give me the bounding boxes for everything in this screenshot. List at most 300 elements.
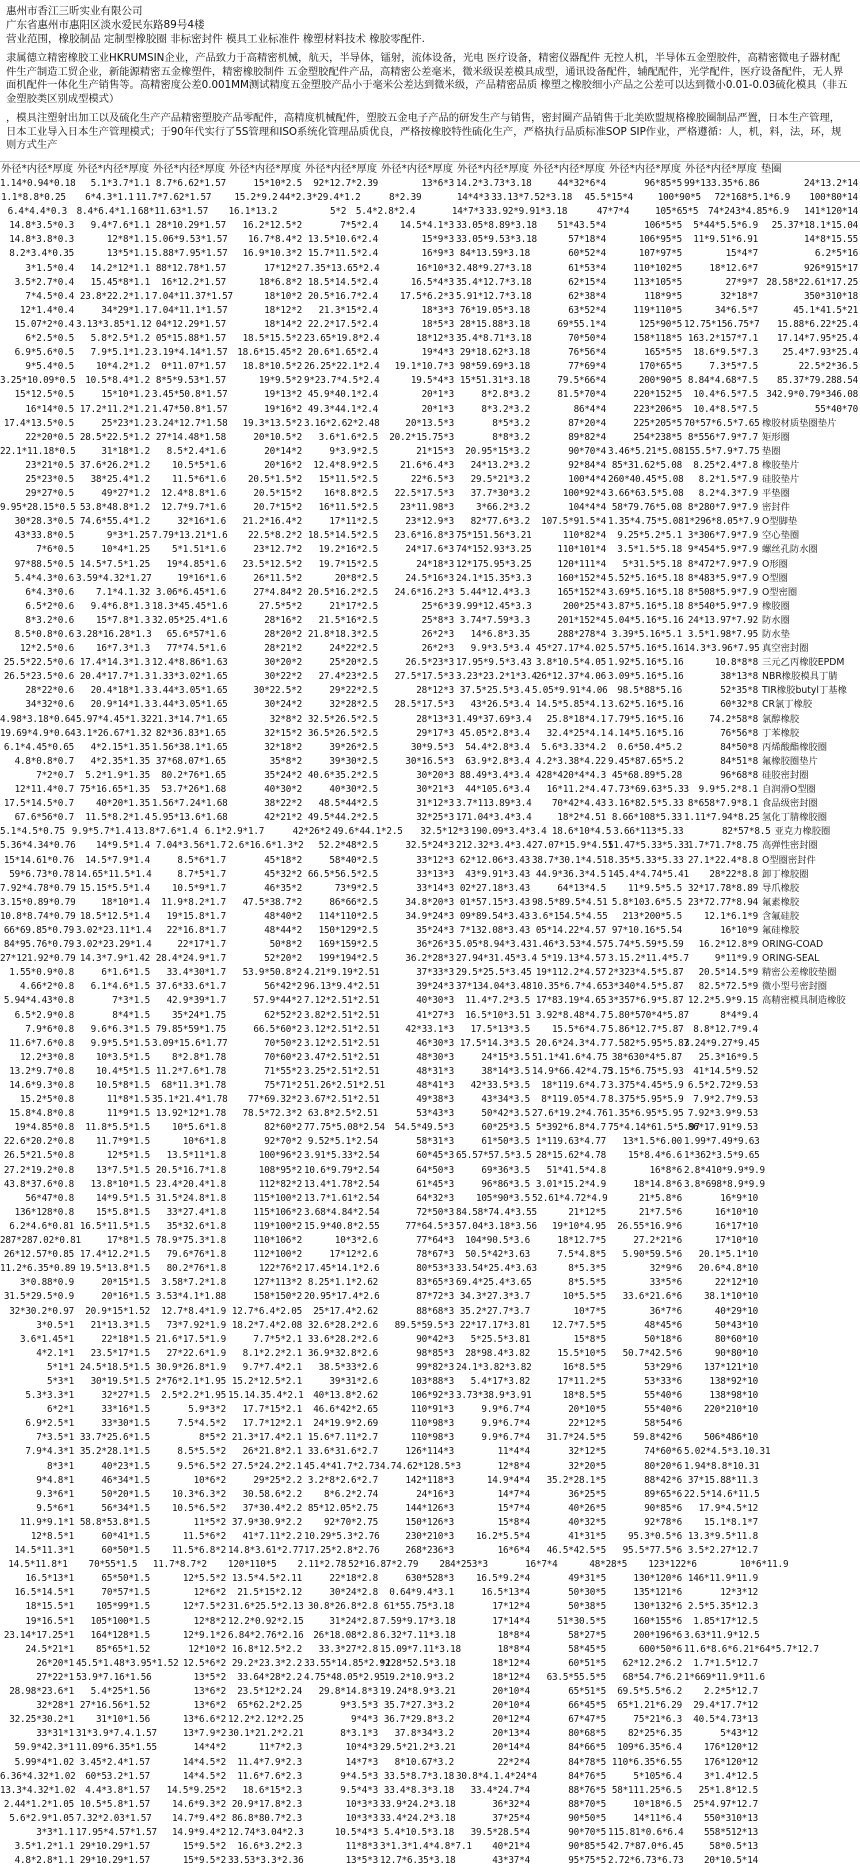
- table-cell: 10*7*5: [573, 1305, 606, 1317]
- table-cell: 3.44*3.05*1.65: [152, 699, 228, 711]
- table-cell: [760, 1178, 860, 1192]
- table-row: [0, 1290, 860, 1304]
- table-row: [0, 1600, 860, 1614]
- table-cell: 39*31*2.6: [329, 1375, 378, 1387]
- table-cell: 8.4*6.4*1.1: [76, 206, 137, 218]
- table-cell: 15*11.5*2.5: [318, 473, 378, 485]
- table-cell: 36*26*3: [416, 939, 454, 951]
- table-row: [0, 1516, 860, 1530]
- table-cell: 10*6*1.8: [182, 1136, 226, 1148]
- table-cell: 9*3.5*3: [340, 1700, 378, 1712]
- table-cell: 丙烯酸酯橡胶圈: [762, 741, 828, 753]
- table-cell: 20*13*4: [492, 1728, 530, 1740]
- table-cell: 橡胶圈: [762, 600, 790, 612]
- table-cell: 18*14.8*6: [633, 1178, 682, 1190]
- table-cell: 22.1*11.18*0.5: [0, 445, 76, 457]
- table-row: [0, 713, 860, 727]
- table-cell: [760, 1107, 860, 1121]
- table-cell: 11.4*7.9*2.3: [237, 1756, 302, 1768]
- table-cell: 43*26.5*3.4: [470, 699, 530, 711]
- table-cell: 5.44*12.4*3.3: [459, 586, 530, 598]
- table-cell: 1.35*4.75*5.08: [608, 516, 684, 528]
- table-cell: 8.35*5.33*5.33: [608, 854, 684, 866]
- table-cell: 7.35*13.65*2.4: [304, 262, 380, 274]
- table-cell: 212.32*3.4*3.4: [456, 840, 532, 852]
- table-cell: 8*5*2: [199, 1432, 226, 1444]
- table-cell: 83*65*3: [416, 1277, 454, 1289]
- table-cell: 43.8*37.6*0.8: [3, 1178, 74, 1190]
- table-cell: 23*12.7*2: [253, 544, 302, 556]
- table-cell: 12.7*9.7*1.6: [161, 502, 226, 514]
- table-cell: 17.95*9.5*3.43: [456, 657, 532, 669]
- table-cell: 84*13.59*3.18: [459, 248, 530, 260]
- table-cell: 38.5*33*2.6: [318, 1361, 378, 1373]
- table-cell: 18*12*3: [416, 333, 454, 345]
- table-row: [0, 572, 860, 586]
- table-cell: 130*120*6: [633, 1573, 682, 1585]
- table-cell: 19.2*16*2.5: [318, 544, 378, 556]
- table-cell: 77.75*5.08*2.54: [304, 1122, 385, 1134]
- table-row: [0, 1333, 860, 1347]
- table-cell: 30*20*2: [264, 657, 302, 669]
- table-cell: [760, 1713, 860, 1727]
- table-cell: 33*5*6: [649, 1277, 682, 1289]
- table-cell: 76*56*8: [720, 727, 758, 739]
- table-cell: 77*74.5*1.6: [166, 643, 226, 655]
- table-cell: 200*196*6: [633, 1629, 682, 1641]
- table-cell: 14*8*15.55: [804, 234, 858, 246]
- table-cell: 氢化丁腈橡胶圈: [762, 812, 828, 824]
- table-cell: 14.5*7.5*1.25: [79, 558, 150, 570]
- table-cell: 10*5.5*5: [562, 1291, 606, 1303]
- table-cell: 20.4*18*1.3: [90, 685, 150, 697]
- table-cell: 75*151.56*3.21: [456, 530, 532, 542]
- table-row: [0, 346, 860, 360]
- table-cell: 9.52*5.1*2.54: [307, 1136, 378, 1148]
- table-cell: [760, 1037, 860, 1051]
- table-cell: 60*53.2*1.57: [85, 1770, 150, 1782]
- table-cell: 20.2*15.75*3: [389, 431, 454, 443]
- table-cell: 14.5*5.85*4.1: [535, 699, 606, 711]
- table-cell: 22.5*14.6*11.5: [684, 1488, 760, 1500]
- table-cell: 28*13*3: [416, 713, 454, 725]
- table-cell: 14.2*3.73*3.18: [456, 178, 532, 189]
- table-cell: 9.5*4*3: [340, 1784, 378, 1796]
- table-row: [0, 1135, 860, 1149]
- table-cell: 50*42*3.5: [481, 1108, 530, 1120]
- table-cell: 3.6*154.5*4.55: [532, 910, 608, 922]
- table-cell: 33*30*1.5: [101, 1418, 150, 1430]
- table-row: [0, 811, 860, 825]
- table-cell: 112*82*2: [258, 1178, 302, 1190]
- table-cell: 26*12.57*0.85: [3, 1249, 74, 1261]
- table-cell: 12.4*8.8*1.6: [161, 488, 226, 500]
- table-cell: 28.98*23.6*1: [9, 1686, 74, 1698]
- table-cell: 20*10.5*14: [704, 1855, 758, 1867]
- table-cell: 58*54*6: [644, 1418, 682, 1430]
- table-cell: 9.9*6.7*4: [481, 1432, 530, 1444]
- table-cell: 1*119.63*4.77: [535, 1136, 606, 1148]
- table-cell: 10.5*8.4*1.2: [85, 375, 150, 387]
- table-cell: 17.45*14.1*2.6: [304, 1263, 380, 1275]
- table-cell: 3.91*5.33*2.54: [304, 1150, 380, 1162]
- table-cell: 7*3*1.5: [112, 995, 150, 1007]
- table-cell: 75*16.65*1.35: [79, 784, 150, 796]
- table-row: [0, 388, 860, 402]
- table-cell: 99*133.35*6.86: [684, 178, 760, 189]
- table-cell: 7.9*2.7*9.53: [693, 1094, 758, 1106]
- table-row: [0, 1756, 860, 1770]
- table-cell: 50*20*1.5: [101, 1488, 150, 1500]
- table-cell: 10.35*6.7*4.65: [532, 981, 608, 993]
- table-row: [0, 1037, 860, 1051]
- table-cell: 15.2*9.2: [234, 192, 278, 204]
- table-cell: 20*10*4: [492, 1686, 530, 1698]
- table-cell: 100*92*4: [562, 488, 606, 500]
- table-row: [0, 1474, 860, 1488]
- table-cell: 12.75*156.75*7: [684, 318, 760, 330]
- table-cell: 5.36*4.34*0.76: [0, 840, 76, 852]
- table-row: [0, 1164, 860, 1178]
- table-cell: 8.7*5*1.7: [177, 868, 226, 880]
- table-cell: 2.8*410*9.9*9.9: [684, 1164, 765, 1176]
- table-cell: 27*4.84*2: [253, 586, 302, 598]
- table-cell: 16.2*12.8*9: [698, 939, 758, 951]
- table-cell: 14.3*3.96*7.95: [684, 643, 760, 655]
- table-cell: 9.9*3.5*3.4: [470, 643, 530, 655]
- table-cell: O型圈: [762, 572, 788, 584]
- table-cell: 6.1*4.45*0.65: [3, 741, 74, 753]
- table-cell: 自润滑O型圈: [762, 784, 816, 796]
- table-cell: [760, 1192, 860, 1206]
- table-cell: [760, 1305, 860, 1319]
- table-cell: 13*7.5*1.5: [96, 1164, 150, 1176]
- table-cell: 33*27.4*1.8: [166, 1206, 226, 1218]
- table-cell: 86*17.91*9.53: [687, 1122, 758, 1134]
- table-cell: 7.3*5*7.5: [709, 361, 758, 373]
- column-header: 外径*内径*厚度: [609, 163, 682, 175]
- table-cell: 5.94*4.43*0.8: [3, 995, 74, 1007]
- table-cell: 61*50*3.5: [481, 1136, 530, 1148]
- table-cell: 105*100*1.5: [90, 1615, 150, 1627]
- table-cell: 45*18*2: [264, 854, 302, 866]
- table-cell: 15*7.8*1.3: [96, 614, 150, 626]
- table-cell: 17.5*14.3*3.5: [459, 1037, 530, 1049]
- table-cell: 6.5*2.72*9.53: [687, 1080, 758, 1091]
- table-cell: 7.73*69.63*5.33: [608, 784, 689, 796]
- table-cell: 平垫圈: [762, 488, 790, 500]
- table-cell: 20*1*3: [421, 389, 454, 401]
- table-cell: 15.09*7.11*3.18: [380, 1643, 461, 1655]
- table-cell: 36.2*28*3: [405, 953, 454, 965]
- table-cell: 28*21*2: [264, 643, 302, 655]
- table-cell: 25.3*16*9.5: [698, 1051, 758, 1063]
- table-cell: 30*22.5*2: [253, 685, 302, 697]
- table-cell: 65.57*57.5*3.5: [456, 1150, 532, 1162]
- table-cell: 20.5*16.2*2.5: [307, 586, 378, 598]
- table-row: [0, 656, 860, 670]
- table-cell: 12*8.5*1: [30, 1531, 74, 1542]
- table-cell: 38*630*4*5.87: [611, 1051, 682, 1063]
- table-cell: 33.55*14.85*2.92: [304, 1657, 391, 1669]
- table-cell: 3.19*4.14*1.57: [152, 347, 228, 359]
- table-cell: 18.2*7.4*2.08: [231, 1319, 302, 1331]
- table-cell: 2.5*2.2*1.95: [161, 1390, 226, 1402]
- table-cell: 16*10*3: [416, 262, 454, 274]
- table-cell: 27.5*17.5*3: [394, 671, 454, 683]
- table-cell: 8*8*3.2: [492, 431, 530, 443]
- table-cell: 13*6*3: [421, 178, 454, 189]
- table-cell: 7.5*4.8*5: [557, 1249, 606, 1261]
- table-cell: 81.5*70*4: [557, 389, 606, 401]
- table-cell: 高精密模具制造橡胶: [762, 995, 846, 1007]
- table-cell: 28*16*2: [264, 614, 302, 626]
- table-cell: 20.5*1.5*2: [248, 473, 302, 485]
- table-cell: 32*9*6: [649, 1263, 682, 1275]
- table-cell: 15.1*8.1*7: [704, 1516, 758, 1528]
- table-row: [0, 219, 860, 233]
- table-cell: [760, 1516, 860, 1530]
- table-cell: 49*27*1.2: [101, 488, 150, 500]
- table-cell: 223*206*5: [633, 403, 682, 415]
- table-cell: 18*8.5*5: [562, 1390, 606, 1402]
- table-cell: 100*4*4: [568, 473, 606, 485]
- table-cell: 31.5*24.8*1.8: [155, 1192, 226, 1204]
- table-cell: 21.6*6.4*3: [400, 459, 454, 471]
- table-cell: 33*16*1.5: [101, 1404, 150, 1416]
- table-cell: 57.9*44*2: [253, 995, 302, 1007]
- table-row: [0, 501, 860, 515]
- table-cell: 76*19.05*3.18: [459, 304, 530, 316]
- table-cell: 30*20*3: [416, 769, 454, 781]
- table-cell: 60*52*4: [568, 248, 606, 260]
- table-cell: 35.1*21.4*1.78: [152, 1094, 228, 1106]
- table-cell: 18*10*1.4: [101, 896, 150, 908]
- table-cell: 5*1.51*1.6: [172, 544, 226, 556]
- table-cell: 15.6*7.11*2.7: [307, 1432, 378, 1444]
- table-cell: 141*120*14: [804, 206, 859, 218]
- table-cell: 5.99*4*1.02: [14, 1756, 74, 1768]
- table-cell: 60*32*8: [720, 699, 758, 711]
- table-cell: 34.9*24*3: [405, 910, 454, 922]
- table-row: [0, 910, 860, 924]
- table-cell: 5*1*1: [47, 1361, 74, 1373]
- table-cell: 6*4.3*0.6: [25, 586, 74, 598]
- table-cell: 5*44*5.5*6.9: [693, 220, 758, 232]
- table-cell: 90*70*4: [568, 445, 606, 457]
- table-cell: 防水垫: [762, 629, 790, 640]
- table-row: [0, 1192, 860, 1206]
- table-cell: 18.8*10.5*2: [242, 361, 302, 373]
- table-cell: 3.6*1.45*1: [20, 1333, 74, 1345]
- table-cell: 43*33.8*0.5: [14, 530, 74, 542]
- table-cell: 8*4*9.4: [720, 1009, 758, 1021]
- table-cell: 20.5*16.7*2.4: [307, 290, 378, 302]
- table-cell: 11*8*1.5: [106, 1094, 150, 1106]
- table-cell: 29*25*2.2: [253, 1474, 302, 1486]
- table-cell: 33.53*3.3*2.36: [228, 1855, 304, 1867]
- table-cell: 38*22*2: [264, 798, 302, 810]
- table-cell: 8*3.1*3: [340, 1728, 378, 1740]
- table-cell: 17*8*1.5: [106, 1235, 150, 1247]
- table-cell: 14.5*4.1*3: [400, 220, 454, 232]
- table-cell: 21*15*3: [416, 445, 454, 457]
- table-cell: 48*41*3: [416, 1080, 454, 1091]
- table-cell: 15*9.5*2: [182, 1841, 226, 1853]
- table-cell: 120*110*5: [227, 1559, 277, 1571]
- table-cell: 3.375*4.45*5.9: [608, 1080, 684, 1091]
- table-cell: 3.45*2.4*1.57: [79, 1756, 150, 1768]
- table-cell: 19*10*4.95: [552, 1220, 606, 1232]
- table-cell: 88.49*3.4*3.4: [459, 769, 530, 781]
- table-cell: 70*50*4: [568, 333, 606, 345]
- table-cell: 160*155*6: [633, 1615, 682, 1627]
- table-cell: 14.5*11.8*1: [8, 1559, 68, 1571]
- table-cell: 37*33*3: [416, 967, 454, 979]
- table-cell: 30*24*2.8: [329, 1587, 378, 1599]
- table-row: [0, 304, 860, 318]
- table-cell: 09*89.54*3.43: [459, 910, 530, 922]
- table-cell: 62*12.06*3.43: [459, 854, 530, 866]
- table-cell: 35.2*28.1*1.5: [79, 1446, 150, 1458]
- table-cell: 14.8*3.61*2.77: [228, 1545, 304, 1557]
- table-cell: 15*5.8*1.5: [96, 1206, 150, 1218]
- table-cell: 3.24*12.7*1.58: [152, 417, 228, 429]
- table-cell: 86*66*2.5: [329, 896, 378, 908]
- table-cell: 8*280*7.9*7.9: [687, 502, 758, 514]
- table-cell: 170*65*5: [638, 361, 682, 373]
- table-cell: 12.1*6.1*9: [704, 910, 758, 922]
- table-cell: [760, 1445, 860, 1459]
- table-cell: 17.4*13.5*0.5: [3, 417, 74, 429]
- table-row: [0, 1262, 860, 1276]
- table-cell: 05*14.22*4.57: [535, 924, 606, 936]
- table-row: [0, 966, 860, 980]
- table-cell: 5.4*17*3.82: [470, 1375, 530, 1387]
- table-cell: 12.2*2.12*2.25: [228, 1714, 304, 1726]
- table-row: [0, 586, 860, 600]
- table-cell: 24.5*18.5*1.5: [79, 1361, 150, 1373]
- table-cell: 17.7*12*2.1: [242, 1418, 302, 1430]
- table-cell: 11.9*9.1*1: [20, 1516, 74, 1528]
- table-row: [0, 1248, 860, 1262]
- table-cell: 13.5*10.6*2.4: [307, 234, 378, 246]
- table-cell: 4.8*2.8*1.1: [14, 1855, 74, 1867]
- table-cell: 41*31*5: [568, 1531, 606, 1542]
- table-cell: 110*82*4: [562, 530, 606, 542]
- table-cell: 12*7.5*2: [182, 1601, 226, 1613]
- table-cell: 20.1*5.1*10: [698, 1249, 758, 1261]
- table-cell: O型密圈: [762, 586, 798, 598]
- table-cell: 05*15.88*1.57: [155, 333, 226, 345]
- table-cell: 31*10*1.56: [96, 1714, 150, 1726]
- table-cell: 15.14.35.4*2.1: [228, 1390, 304, 1402]
- table-cell: 11.7*9*1.5: [96, 1136, 150, 1148]
- table-cell: 3.02*23.11*1.4: [76, 924, 152, 936]
- table-cell: 15.15*5.5*1.4: [79, 882, 150, 894]
- table-cell: 16*9*3: [421, 248, 454, 260]
- table-cell: 16.9*10.3*2: [242, 248, 302, 260]
- table-row: [0, 1023, 860, 1037]
- table-cell: 22.5*17.5*3: [394, 488, 454, 500]
- table-cell: [760, 1290, 860, 1304]
- table-cell: 1*669*11.9*11.6: [684, 1671, 765, 1683]
- table-cell: 48*45*6: [644, 1319, 682, 1331]
- table-cell: [760, 1643, 860, 1657]
- table-cell: 29.8*14.8*3: [318, 1686, 378, 1698]
- table-cell: 19*4*3: [421, 347, 454, 359]
- table-cell: 21.2*16.4*2: [242, 516, 302, 528]
- table-cell: 558*512*13: [704, 1826, 758, 1838]
- table-cell: 9.25*5.2*5.1: [617, 530, 682, 542]
- table-cell: 115*100*2: [253, 1192, 302, 1204]
- table-cell: 17.7*15*2.1: [242, 1404, 302, 1416]
- table-cell: 25*23*1.2: [101, 417, 150, 429]
- table-cell: 20.6*24.3*4.7: [535, 1037, 606, 1049]
- table-cell: 18*12*2: [264, 304, 302, 316]
- table-cell: 74*152.93*3.25: [456, 544, 532, 556]
- table-cell: 1*296*8.05*7.9: [684, 516, 760, 528]
- table-cell: 33.9*24.2*3.18: [380, 1798, 456, 1810]
- table-cell: [760, 1474, 860, 1488]
- table-cell: 53*33*6: [644, 1375, 682, 1387]
- table-cell: 90*42*3: [416, 1333, 454, 1345]
- table-cell: 7.04*3.56*1.7: [155, 840, 226, 852]
- table-cell: 16*8.5*5: [562, 1361, 606, 1373]
- table-cell: 3.12*2.51*2.51: [304, 1023, 380, 1035]
- table-cell: 10*4*3: [345, 1742, 378, 1754]
- table-cell: 13.5*4.5*2.11: [231, 1573, 302, 1585]
- table-cell: 45*32*2: [264, 868, 302, 880]
- table-cell: 31.5*29.5*0.9: [3, 1291, 74, 1303]
- table-cell: 15*9*3: [421, 234, 454, 246]
- table-cell: 18.6*9.5*7.3: [693, 347, 758, 359]
- table-cell: 10.5*9*1.7: [172, 882, 226, 894]
- table-cell: 12*8*1.1: [106, 234, 150, 246]
- table-cell: 40*21*4: [492, 1841, 530, 1853]
- table-cell: 32*27*1.5: [101, 1390, 150, 1402]
- table-cell: 92*78*6: [644, 1516, 682, 1528]
- table-cell: [760, 1276, 860, 1290]
- table-cell: 3.73*38.9*3.91: [456, 1390, 532, 1402]
- table-cell: 19.69*4.9*0.64: [0, 727, 76, 739]
- table-row: [0, 487, 860, 501]
- table-cell: 5.4*25*1.56: [90, 1686, 150, 1698]
- table-cell: 17*12*2.6: [329, 1249, 378, 1261]
- table-cell: 27*9*7: [725, 276, 758, 288]
- table-cell: 3.1*26.67*1.32: [76, 727, 152, 739]
- table-cell: 丁苯橡胶: [762, 727, 800, 739]
- table-cell: 7.92*3.9*9.53: [687, 1108, 758, 1120]
- table-cell: 59*6.73*0.78: [9, 868, 74, 880]
- table-row: [0, 1079, 860, 1093]
- table-cell: 3.44*3.05*1.65: [152, 685, 228, 697]
- table-cell: 109*6.35*6.4: [617, 1742, 682, 1754]
- table-cell: 15.2*5*0.8: [20, 1094, 74, 1106]
- table-cell: 32*28*2.5: [329, 699, 378, 711]
- table-row: [0, 332, 860, 346]
- table-cell: 163.2*157*7.1: [687, 333, 758, 345]
- table-cell: 8.375*5.95*5.9: [608, 1094, 684, 1106]
- table-cell: 35*32.6*1.8: [166, 1220, 226, 1232]
- table-cell: 16.5*10*3.51: [465, 1009, 530, 1021]
- table-cell: 29*22*2.5: [329, 685, 378, 697]
- table-cell: 52*20*2: [264, 953, 302, 965]
- table-cell: 20.5*16.7*1.8: [155, 1164, 226, 1176]
- table-cell: 260*40.45*5.08: [608, 473, 684, 485]
- table-cell: 12*10*2: [188, 1643, 226, 1655]
- table-cell: 25*20*2.5: [329, 657, 378, 669]
